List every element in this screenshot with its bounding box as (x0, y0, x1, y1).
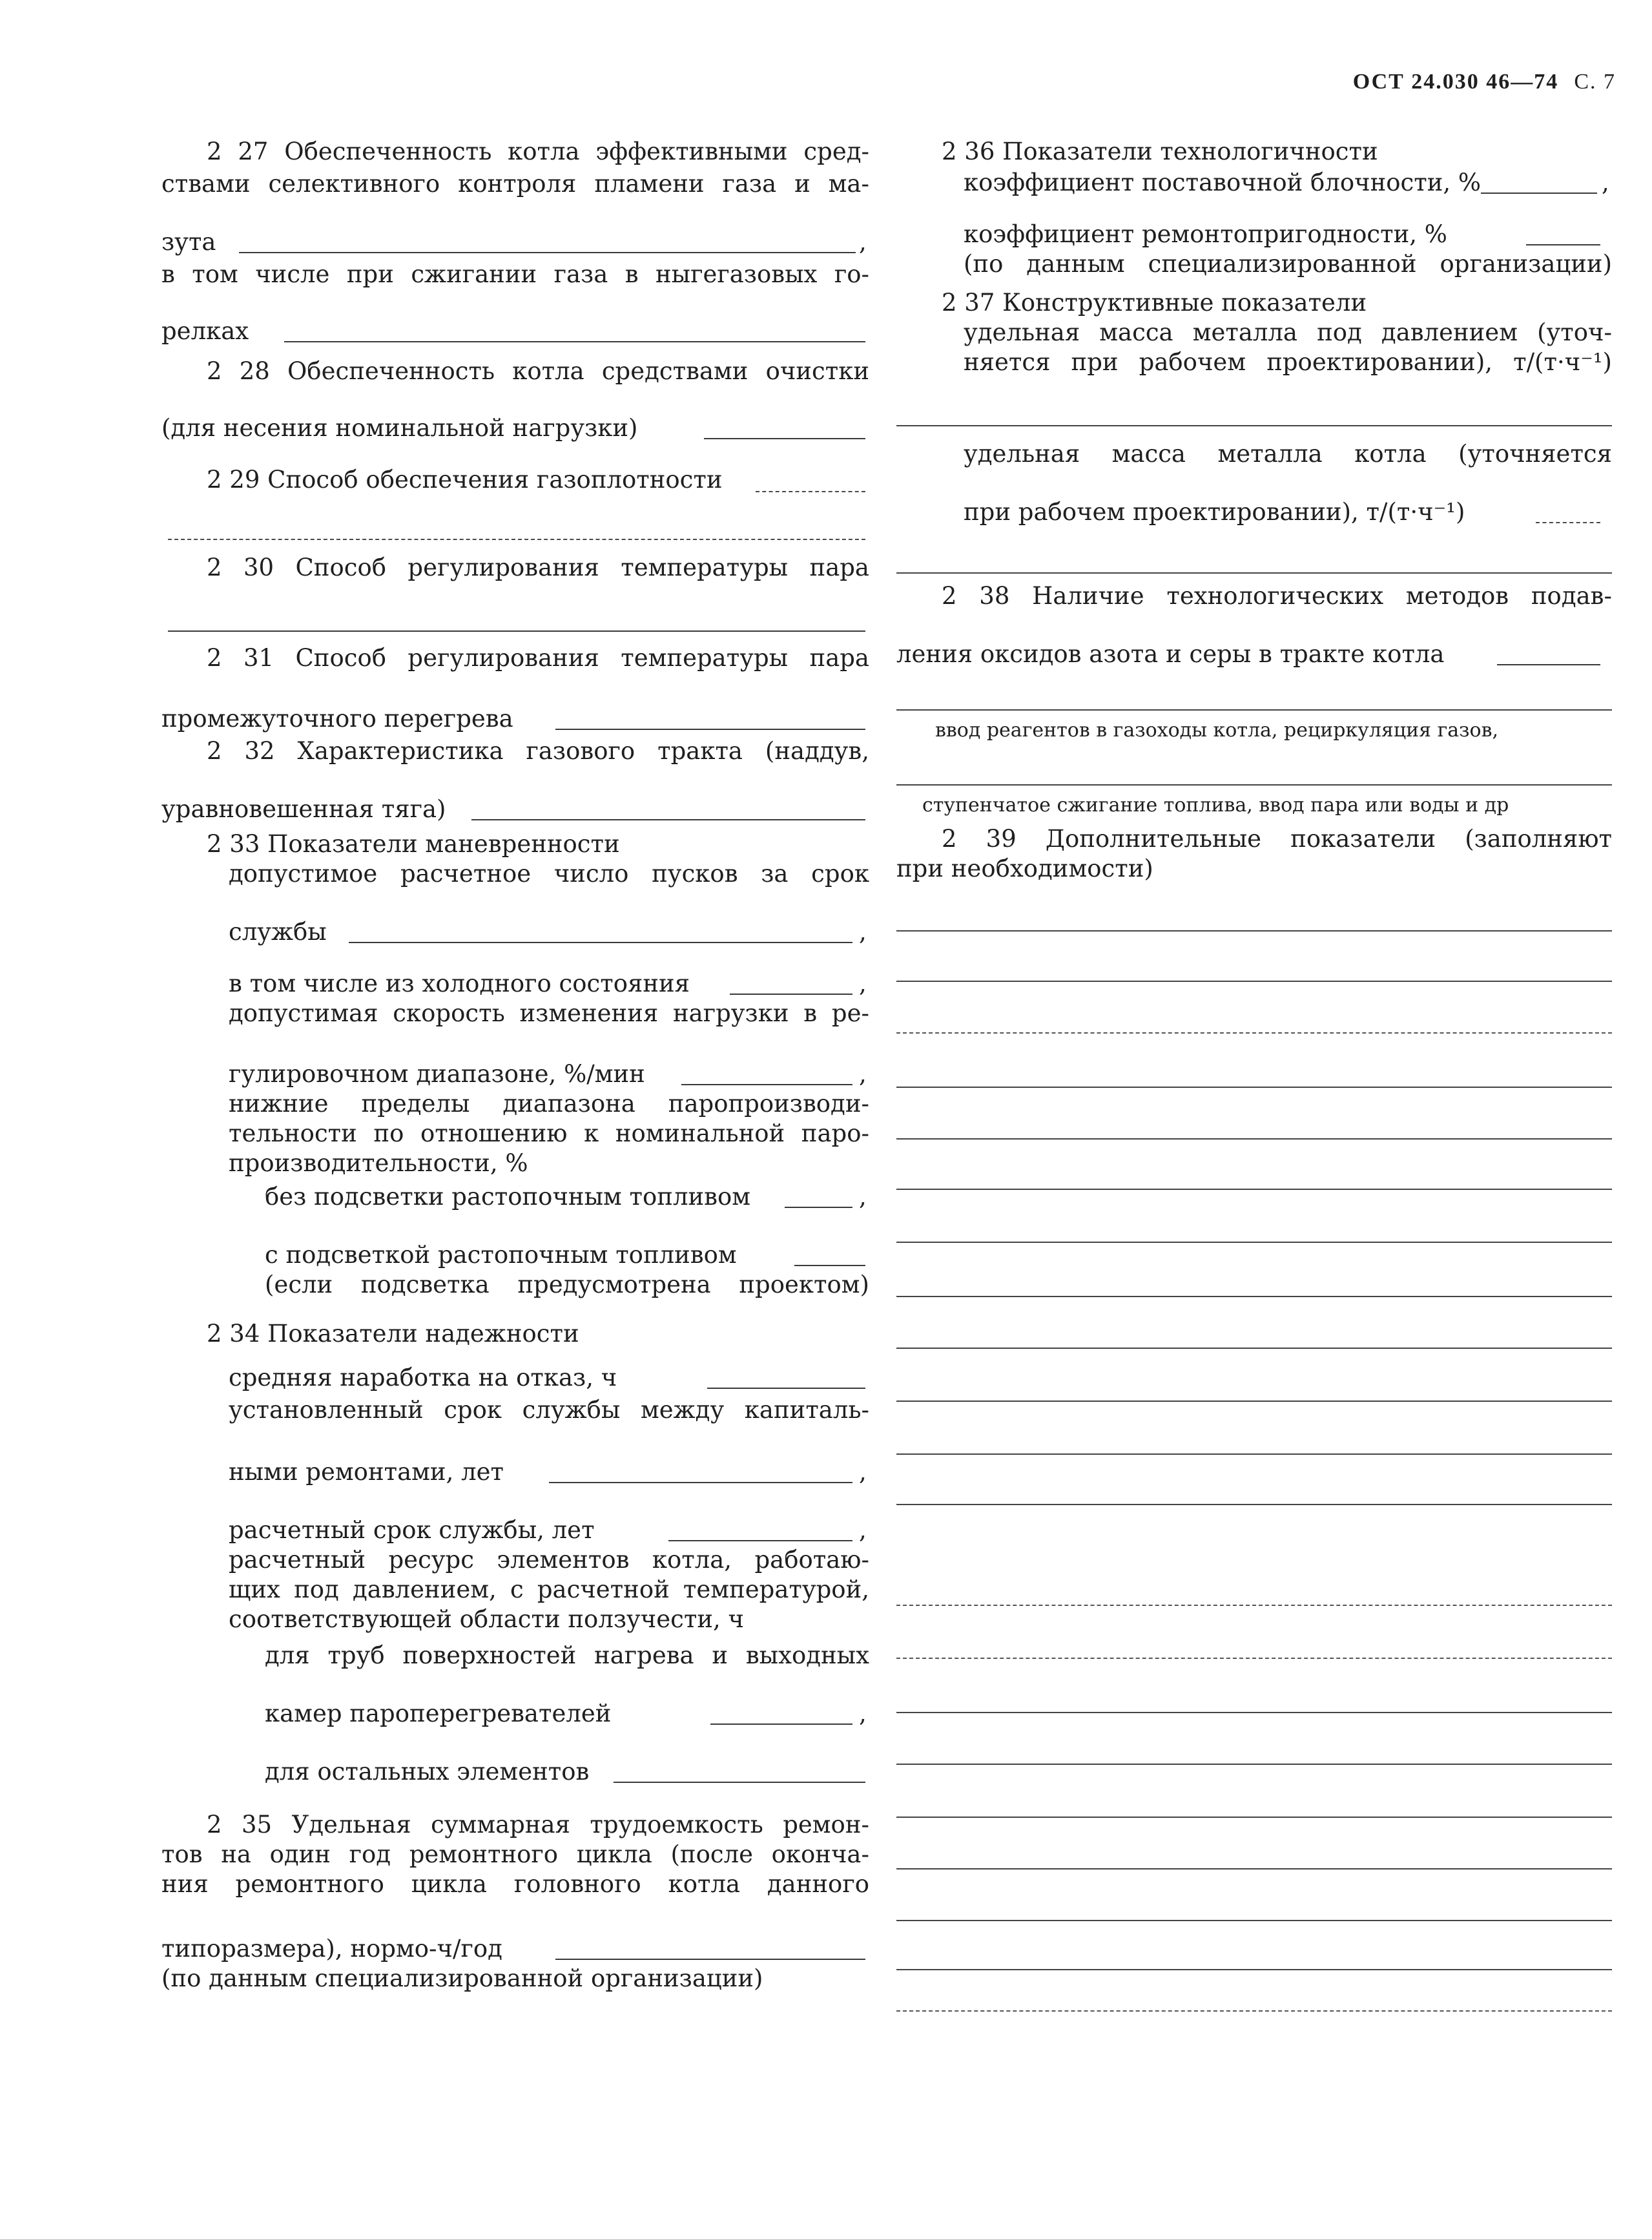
s232-blank (471, 819, 865, 820)
s229-blank1 (756, 491, 865, 492)
s234-comma3: , (859, 1700, 867, 1727)
s239-blank-19 (896, 1920, 1612, 1921)
s235-line3: ния ремонтного цикла головного котла данного (161, 1870, 869, 1898)
s227-blank2 (284, 341, 865, 342)
s234-line1: 2 34 Показатели надежности (207, 1320, 579, 1348)
s233-blank4 (785, 1207, 852, 1208)
page-number: С. 7 (1574, 70, 1616, 94)
s239-blank-20 (896, 1969, 1612, 1970)
s236-line3: коэффициент ремонтопригодности, % (964, 220, 1447, 248)
s234-comma1: , (859, 1458, 867, 1486)
s234-line5: расчетный срок службы, лет (229, 1516, 595, 1544)
s235-line2: тов на один год ремонтного цикла (после оконча- (161, 1840, 869, 1868)
s233-line5: допустимая скорость изменения нагрузки в ре- (229, 999, 869, 1027)
s227-comma: , (859, 228, 867, 256)
s236-line1: 2 36 Показатели технологичности (942, 138, 1378, 165)
s239-blank-4 (896, 1087, 1612, 1088)
s237-blank3 (896, 572, 1612, 574)
s239-blank-17 (896, 1817, 1612, 1818)
s237-line3: няется при рабочем проектировании), т/(т·ч⁻¹) (964, 348, 1612, 376)
s239-blank-14 (896, 1658, 1612, 1659)
s233-blank1 (349, 942, 852, 943)
s230-line1: 2 30 Способ регулирования температуры пара (207, 554, 869, 581)
s233-line8: тельности по отношению к номинальной паро- (229, 1120, 869, 1147)
s237-line4: удельная масса металла котла (уточняется (964, 440, 1612, 468)
s233-comma1: , (859, 918, 867, 946)
s238-blank3 (896, 784, 1612, 786)
s238-blank1 (1497, 664, 1600, 665)
s227-line3: зута (161, 228, 216, 256)
s233-blank3 (681, 1084, 852, 1085)
s227-line4: в том числе при сжигании газа в ныгегазовых го- (161, 260, 869, 288)
s232-line2: уравновешенная тяга) (161, 795, 446, 823)
s233-line6: гулировочном диапазоне, %/мин (229, 1060, 645, 1088)
s233-line11: с подсветкой растопочным топливом (265, 1241, 737, 1269)
s231-line2: промежуточного перегрева (161, 705, 513, 733)
s228-blank (704, 438, 865, 439)
s239-blank-18 (896, 1868, 1612, 1869)
document-code: ОСТ 24.030 46—74 (1352, 70, 1559, 94)
s239-line1: 2 39 Дополнительные показатели (заполняют (942, 825, 1612, 853)
s227-blank1 (239, 252, 856, 253)
s239-line2: при необходимости) (896, 855, 1153, 882)
s239-blank-21 (896, 2010, 1612, 2012)
s237-blank1 (896, 425, 1612, 426)
s236-comma: , (1602, 169, 1609, 196)
s239-blank-12 (896, 1504, 1612, 1505)
s233-line1: 2 33 Показатели маневренности (207, 830, 620, 858)
s237-blank2 (1536, 522, 1600, 523)
s227-line2: ствами селективного контроля пламени газа и ма- (161, 170, 869, 198)
s239-blank-2 (896, 981, 1612, 982)
s235-line1: 2 35 Удельная суммарная трудоемкость ремон- (207, 1811, 869, 1838)
s228-line1: 2 28 Обеспеченность котла средствами очистки (207, 357, 869, 385)
s238-line1: 2 38 Наличие технологических методов подав- (942, 582, 1612, 610)
s238-blank2 (896, 709, 1612, 711)
s239-blank-8 (896, 1296, 1612, 1297)
s238-line2: ления оксидов азота и серы в тракте котла (896, 640, 1445, 668)
s235-blank (555, 1959, 865, 1960)
s231-blank (555, 729, 865, 730)
s229-line1: 2 29 Способ обеспечения газоплотности (207, 466, 723, 494)
s234-blank1 (707, 1388, 865, 1389)
s234-line7: щих под давлением, с расчетной температурой, (229, 1576, 869, 1603)
s227-line5: релках (161, 317, 249, 345)
s233-line10: без подсветки растопочным топливом (265, 1183, 751, 1211)
s237-line1: 2 37 Конструктивные показатели (942, 289, 1367, 317)
s234-line6: расчетный ресурс элементов котла, работаю- (229, 1546, 869, 1574)
s239-blank-11 (896, 1453, 1612, 1455)
s237-line5: при рабочем проектировании), т/(т·ч⁻¹) (964, 498, 1465, 526)
s234-line4: ными ремонтами, лет (229, 1458, 504, 1486)
page-header (1353, 70, 1616, 94)
s234-comma2: , (859, 1516, 867, 1544)
s239-blank-7 (896, 1242, 1612, 1243)
s239-blank-5 (896, 1138, 1612, 1140)
s234-blank4 (710, 1724, 852, 1725)
s235-line5: (по данным специализированной организации) (161, 1964, 763, 1992)
s233-line3: службы (229, 918, 327, 946)
s235-line4: типоразмера), нормо-ч/год (161, 1935, 502, 1963)
s233-line9: производительности, % (229, 1149, 528, 1177)
s234-line11: для остальных элементов (265, 1758, 590, 1786)
s239-blank-15 (896, 1712, 1612, 1713)
s233-line12: (если подсветка предусмотрена проектом) (265, 1271, 869, 1298)
s229-blank2 (168, 539, 865, 540)
s239-blank-3 (896, 1032, 1612, 1034)
s239-blank-16 (896, 1764, 1612, 1765)
s232-line1: 2 32 Характеристика газового тракта (наддув, (207, 737, 869, 765)
s237-line2: удельная масса металла под давлением (уточ- (964, 318, 1612, 346)
s234-blank3 (668, 1540, 852, 1541)
s233-blank2 (730, 994, 852, 995)
s234-line9: для труб поверхностей нагрева и выходных (265, 1641, 869, 1669)
s234-blank5 (614, 1782, 865, 1783)
s231-line1: 2 31 Способ регулирования температуры пара (207, 644, 869, 672)
s227-line1: 2 27 Обеспеченность котла эффективными сред- (207, 138, 869, 165)
s239-blank-1 (896, 930, 1612, 932)
s236-blank1 (1481, 193, 1597, 194)
s233-line7: нижние пределы диапазона паропроизводи- (229, 1090, 869, 1118)
s238-line3: ввод реагентов в газоходы котла, рециркуляция газов, (935, 719, 1499, 742)
s228-line2: (для несения номинальной нагрузки) (161, 414, 638, 442)
s239-blank-13 (896, 1605, 1612, 1606)
s234-line10: камер пароперегревателей (265, 1700, 612, 1727)
s234-line8: соответствующей области ползучести, ч (229, 1605, 744, 1633)
s236-line2: коэффициент поставочной блочности, % (964, 169, 1482, 196)
s233-comma4: , (859, 1183, 867, 1211)
s234-line3: установленный срок службы между капиталь- (229, 1396, 869, 1424)
s233-line2: допустимое расчетное число пусков за срок (229, 860, 869, 888)
s233-comma3: , (859, 1060, 867, 1088)
s234-line2: средняя наработка на отказ, ч (229, 1364, 617, 1391)
s239-blank-6 (896, 1189, 1612, 1190)
s236-blank2 (1526, 244, 1600, 245)
s230-blank (168, 630, 865, 632)
s239-blank-9 (896, 1348, 1612, 1349)
s234-blank2 (549, 1482, 852, 1483)
s233-blank5 (794, 1265, 865, 1266)
s239-blank-10 (896, 1401, 1612, 1402)
s233-line4: в том числе из холодного состояния (229, 970, 690, 997)
s233-comma2: , (859, 970, 867, 997)
s238-line4: ступенчатое сжигание топлива, ввод пара или воды и др (922, 794, 1509, 817)
s236-line4: (по данным специализированной организации) (964, 250, 1612, 278)
